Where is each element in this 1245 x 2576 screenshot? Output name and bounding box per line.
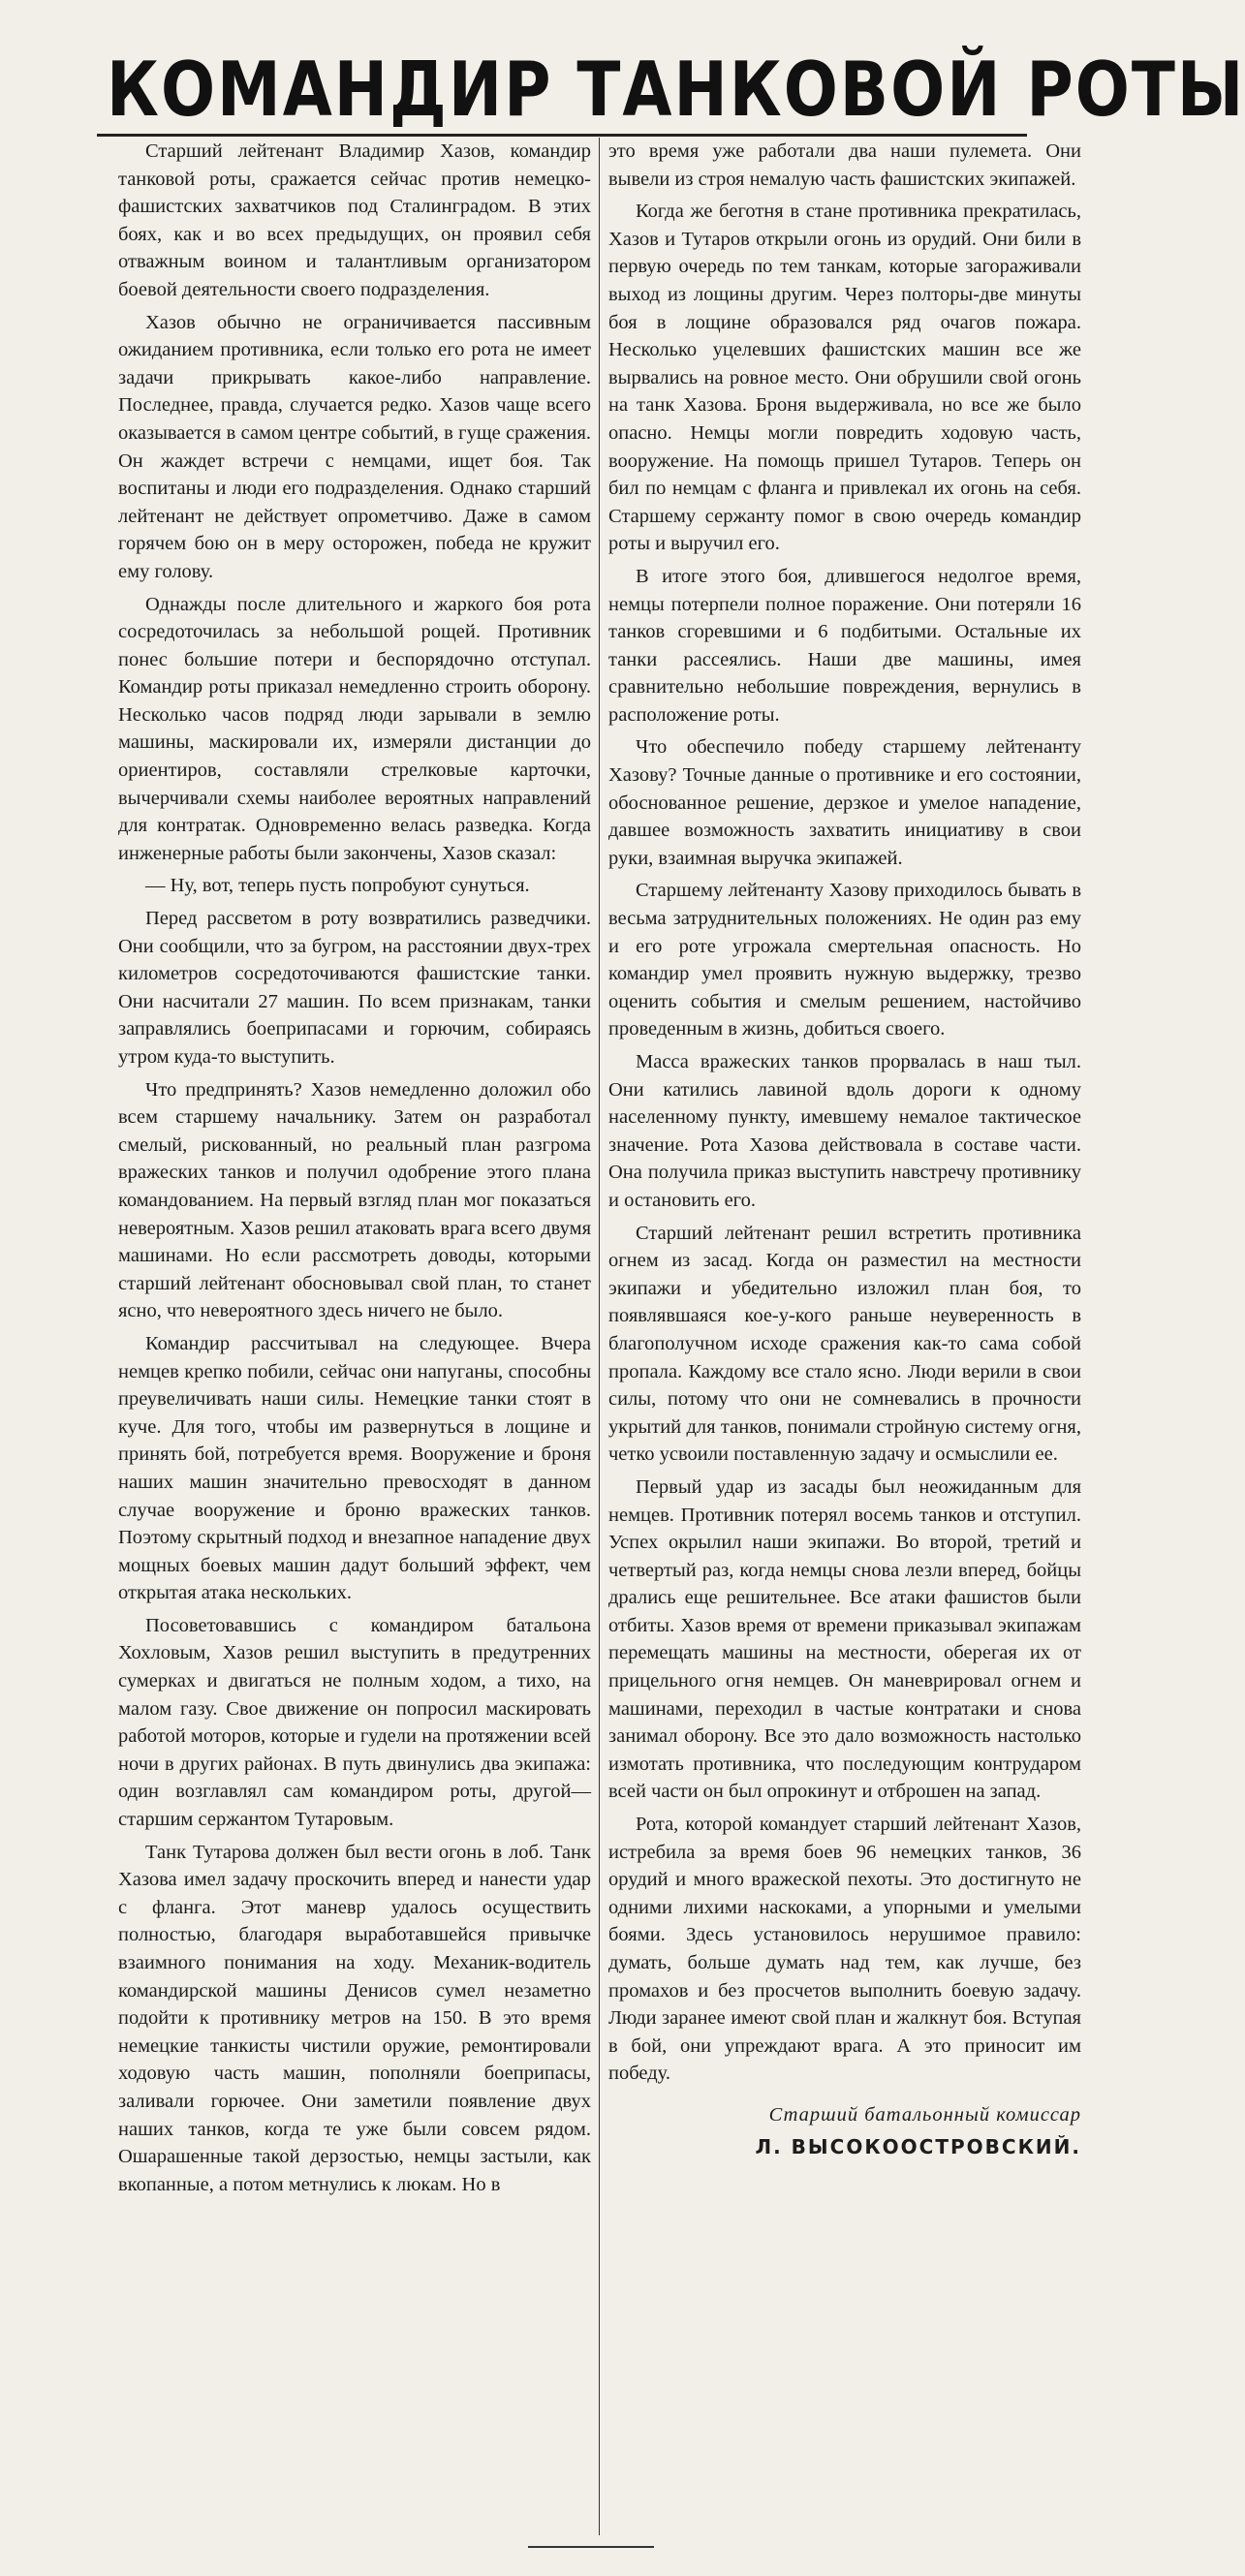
paragraph: Однажды после длительного и жаркого боя рота сосредоточилась за небольшой рощей. Противник понес большие потери и беспорядочно отступал. Командир роты приказал немедленно строить оборону. Несколько часов подряд люди зарывали в землю машины, маскировали их, измеряли дистанции до ориентиров, составляли стрелковые карточки, вычерчивали схемы наиболее вероятных направлений для контратак. Одновременно велась разведка. Когда инженерные работы были закончены, Хазов сказал: bbox=[118, 593, 591, 864]
author-title: Старший батальонный комиссар bbox=[768, 2103, 1081, 2126]
paragraph-continued: это время уже работали два наши пулемета. Они вывели из строя немалую часть фашистских экипажей. bbox=[608, 140, 1081, 190]
author-name: Л. ВЫСОКООСТРОВСКИЙ. bbox=[755, 2134, 1081, 2158]
right-column bbox=[608, 138, 1081, 2521]
paragraph: Когда же беготня в стане противника прекратилась, Хазов и Тутаров открыли огонь из орудий. Они били в первую очередь по тем танкам, которые загораживали выход из лощины другим. Через полторы-две минуты боя в лощине образовался ряд очагов пожара. Несколько уцелевших фашистских машин все же вырвались на ровное место. Они обрушили свой огонь на танк Хазова. Броня выдерживала, но все же было опасно. Немцы могли повредить ходовую часть, вооружение. На помощь пришел Тутаров. Теперь он бил по немцам с фланга и привлекал их огонь на себя. Старшему сержанту помог в свою очередь командир роты и выручил его. bbox=[608, 201, 1081, 555]
paragraph: В итоге этого боя, длившегося недолгое время, немцы потерпели полное поражение. Они потеряли 16 танков сгоревшими и 6 подбитыми. Остальные их танки рассеялись. Наши две машины, имея сравнительно небольшие повреждения, вернулись в расположение роты. bbox=[608, 565, 1081, 726]
paragraph: Танк Тутарова должен был вести огонь в лоб. Танк Хазова имел задачу проскочить вперед и нанести удар с фланга. Этот маневр удалось осуществить полностью, благодаря выработавшейся привычке взаимного понимания на ходу. Механик-водитель командирской машины Денисов сумел незаметно подойти к противнику метров на 150. В это время немецкие танкисты чистили оружие, ремонтировали ходовую часть машин, пополняли боеприпасы, заливали горючее. Они заметили появление двух наших танков, когда те уже были совсем рядом. Ошарашенные такой дерзостью, немцы застыли, как вкопанные, а потом метнулись к люкам. Но в bbox=[118, 1841, 591, 2195]
paragraph: Что предпринять? Хазов немедленно доложил обо всем старшему начальнику. Затем он разработал смелый, рискованный, но реальный план разгрома вражеских танков и получил одобрение этого плана командованием. На первый взгляд план мог показаться невероятным. Хазов решил атаковать врага всего двумя машинами. Но если рассмотреть доводы, которыми старший лейтенант обосновывал свой план, то станет ясно, что невероятного здесь ничего не было. bbox=[118, 1078, 591, 1322]
headline-rule bbox=[97, 134, 1027, 137]
paragraph: Что обеспечило победу старшему лейтенанту Хазову? Точные данные о противнике и его состоянии, обоснованное решение, дерзкое и умелое нападение, давшее возможность захватить инициативу в свои руки, взаимная выручка экипажей. bbox=[608, 736, 1081, 869]
article-headline: КОМАНДИР ТАНКОВОЙ РОТЫ bbox=[107, 46, 1245, 134]
paragraph: Хазов обычно не ограничивается пассивным ожиданием противника, если только его рота не имеет задачи прикрывать какое-либо направление. Последнее, правда, случается редко. Хазов чаще всего оказывается в самом центре событий, в гуще сражения. Он жаждет встречи с немцами, ищет боя. Так воспитаны и люди его подразделения. Однако старший лейтенант не действует опрометчиво. Даже в самом горячем бою он в меру осторожен, победа не кружит ему голову. bbox=[118, 311, 591, 582]
paragraph: Первый удар из засады был неожиданным для немцев. Противник потерял восемь танков и отступил. Успех окрылил наши экипажи. Во второй, третий и четвертый раз, когда немцы снова лезли вперед, бойцы дрались еще решительнее. Все атаки фашистов были отбиты. Хазов время от времени приказывал экипажам перемещать машины на местности, оберегая их от прицельного огня немцев. Он маневрировал огнем и машинами, переходил в частые контратаки и снова занимал оборону. Все это дало возможность настолько измотать противника, что последующим контрударом всей части он был опрокинут и отброшен на запад. bbox=[608, 1475, 1081, 1803]
paragraph: Старший лейтенант Владимир Хазов, командир танковой роты, сражается сейчас против немецко-фашистских захватчиков под Сталинградом. В этих боях, как и во всех предыдущих, он проявил себя отважным воином и талантливым организатором боевой деятельности своего подразделения. bbox=[118, 140, 591, 300]
paragraph: Старшему лейтенанту Хазову приходилось бывать в весьма затруднительных положениях. Не один раз ему и его роте угрожала смертельная опасность. Но командир умел проявить нужную выдержку, трезво оценить события и смелым решением, настойчиво проведенным в жизнь, добиться своего. bbox=[608, 880, 1081, 1040]
paragraph: Рота, которой командует старший лейтенант Хазов, истребила за время боев 96 немецких танков, 36 орудий и много вражеской пехоты. Это достигнуто не одними лихими наскоками, а упорными и умелыми боями. Здесь установилось нерушимое правило: думать, больше думать над тем, как лучше, без промахов и без просчетов выполнить боевую задачу. Люди заранее имеют свой план и жалкнут боя. Вступая в бой, они упреждают врага. А это приносит им победу. bbox=[608, 1814, 1081, 2085]
end-rule bbox=[528, 2546, 654, 2548]
paragraph: Старший лейтенант решил встретить противника огнем из засад. Когда он разместил на местности экипажи и убедительно изложил план боя, то появлявшаяся кое-у-кого раньше неуверенность в благополучном исходе сражения как-то сама собой пропала. Каждому все стало ясно. Люди верили в свои силы, потому что они не сомневались в прочности укрытий для танков, понимали стройную систему огня, четко усвоили поставленную задачу и осмыслили ее. bbox=[608, 1222, 1081, 1466]
paragraph: Масса вражеских танков прорвалась в наш тыл. Они катились лавиной вдоль дороги к одному населенному пункту, имевшему немалое тактическое значение. Рота Хазова действовала в составе части. Она получила приказ выступить навстречу противнику и остановить его. bbox=[608, 1051, 1081, 1211]
dialogue-line: — Ну, вот, теперь пусть попробуют сунуться. bbox=[145, 875, 530, 897]
paragraph: Перед рассветом в роту возвратились разведчики. Они сообщили, что за бугром, на расстоянии двух-трех километров сосредоточиваются фашистские танки. Они насчитали 27 машин. По всем признакам, танки заправлялись боеприпасами и горючим, собираясь утром куда-то выступить. bbox=[118, 908, 591, 1068]
column-divider bbox=[599, 138, 600, 2535]
paragraph: Командир рассчитывал на следующее. Вчера немцев крепко побили, сейчас они напуганы, способны преувеличивать наши силы. Немецкие танки стоят в куче. Для того, чтобы им развернуться в лощине и принять бой, потребуется время. Вооружение и броня наших машин значительно превосходят в данном случае вооружение и броню вражеских танков. Поэтому скрытный подход и внезапное нападение двух мощных боевых машин дадут больший эффект, чем открытая атака нескольких. bbox=[118, 1332, 591, 1604]
left-column bbox=[118, 138, 591, 2521]
paragraph: Посоветовавшись с командиром батальона Хохловым, Хазов решил выступить в предутренних сумерках и двигаться не полным ходом, а тихо, на малом газу. Свое движение он попросил маскировать работой моторов, которые и гудели на протяжении всей ночи в других районах. В путь двинулись два экипажа: один возглавлял сам командиром роты, другой—старшим сержантом Тутаровым. bbox=[118, 1614, 591, 1831]
